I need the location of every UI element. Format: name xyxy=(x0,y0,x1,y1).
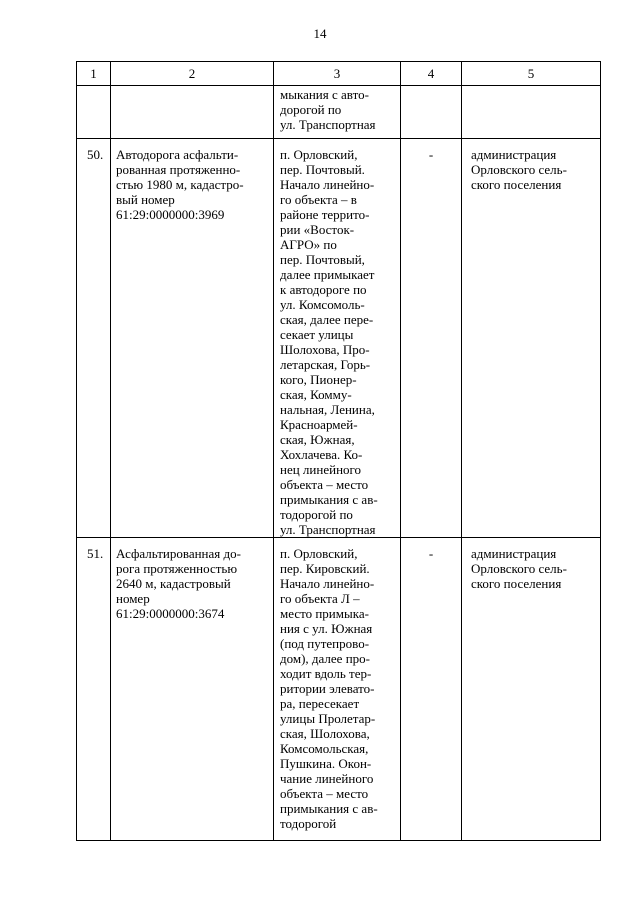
column-4-cell xyxy=(401,538,462,841)
row-number xyxy=(77,86,110,87)
table-header-row xyxy=(77,62,601,86)
column-4-cell xyxy=(401,139,462,538)
owner-cell xyxy=(462,538,601,841)
owner: администрация Орловского сель- ского поселения xyxy=(471,546,567,591)
object-location-cell xyxy=(274,139,401,538)
row-number-cell xyxy=(77,538,111,841)
object-location-cell xyxy=(274,86,401,139)
object-name: Асфальтированная до- рога протяженностью 2640 м, кадастровый номер 61:29:0000000:3674 xyxy=(116,546,241,621)
header-col-1: 1 xyxy=(77,62,111,86)
object-location: п. Орловский, пер. Кировский. Начало линейно- го объекта Л – место примыка- ния с ул. Южная (под путепрово- дом), далее про- ходит вдоль тер- ритории элевато- ра, пересекает улицы Пролетар- ская, Шолохова, Комсомольская, Пушкина. Окон- чание линейного объекта – место примыкания с ав- тодорогой xyxy=(280,546,378,831)
table-row xyxy=(77,86,601,139)
header-col-5: 5 xyxy=(462,62,601,86)
owner: администрация Орловского сель- ского поселения xyxy=(471,147,567,192)
row-number-cell xyxy=(77,139,111,538)
object-name-cell xyxy=(111,139,274,538)
row-number: 50. xyxy=(87,147,104,162)
header-col-3: 3 xyxy=(274,62,401,86)
header-col-4: 4 xyxy=(401,62,462,86)
object-name xyxy=(111,86,273,87)
owner-cell xyxy=(462,86,601,139)
header-col-2: 2 xyxy=(111,62,274,86)
column-4-value xyxy=(401,86,461,87)
column-4-cell xyxy=(401,86,462,139)
object-name: Автодорога асфальти- рованная протяженно- стью 1980 м, кадастро- вый номер 61:29:0000000:3969 xyxy=(116,147,244,222)
row-number: 51. xyxy=(87,546,104,561)
row-number-cell xyxy=(77,86,111,139)
column-4-value: - xyxy=(428,546,434,561)
object-name-cell xyxy=(111,538,274,841)
object-location-cell xyxy=(274,538,401,841)
object-location: п. Орловский, пер. Почтовый. Начало линейно- го объекта – в районе террито- рии «Восток- АГРО» по пер. Почтовый, далее примыкает к автодороге по ул. Комсомоль- ская, далее пере- секает улицы Шолохова, Про- летарская, Горь- кого, Пионер- ская, Комму- нальная, Ленина, Красноармей- ская, Южная, Хохлачева. Ко- нец линейного объекта – место примыкания с ав- тодорогой по ул. Транспортная xyxy=(280,147,378,537)
table-row xyxy=(77,139,601,538)
object-name-cell xyxy=(111,86,274,139)
owner xyxy=(462,86,600,87)
column-4-value: - xyxy=(428,147,434,162)
table-row xyxy=(77,538,601,841)
object-location: мыкания с авто- дорогой по ул. Транспортная xyxy=(280,87,376,132)
page-number: 14 xyxy=(313,26,327,41)
owner-cell xyxy=(462,139,601,538)
document-table xyxy=(76,61,601,841)
